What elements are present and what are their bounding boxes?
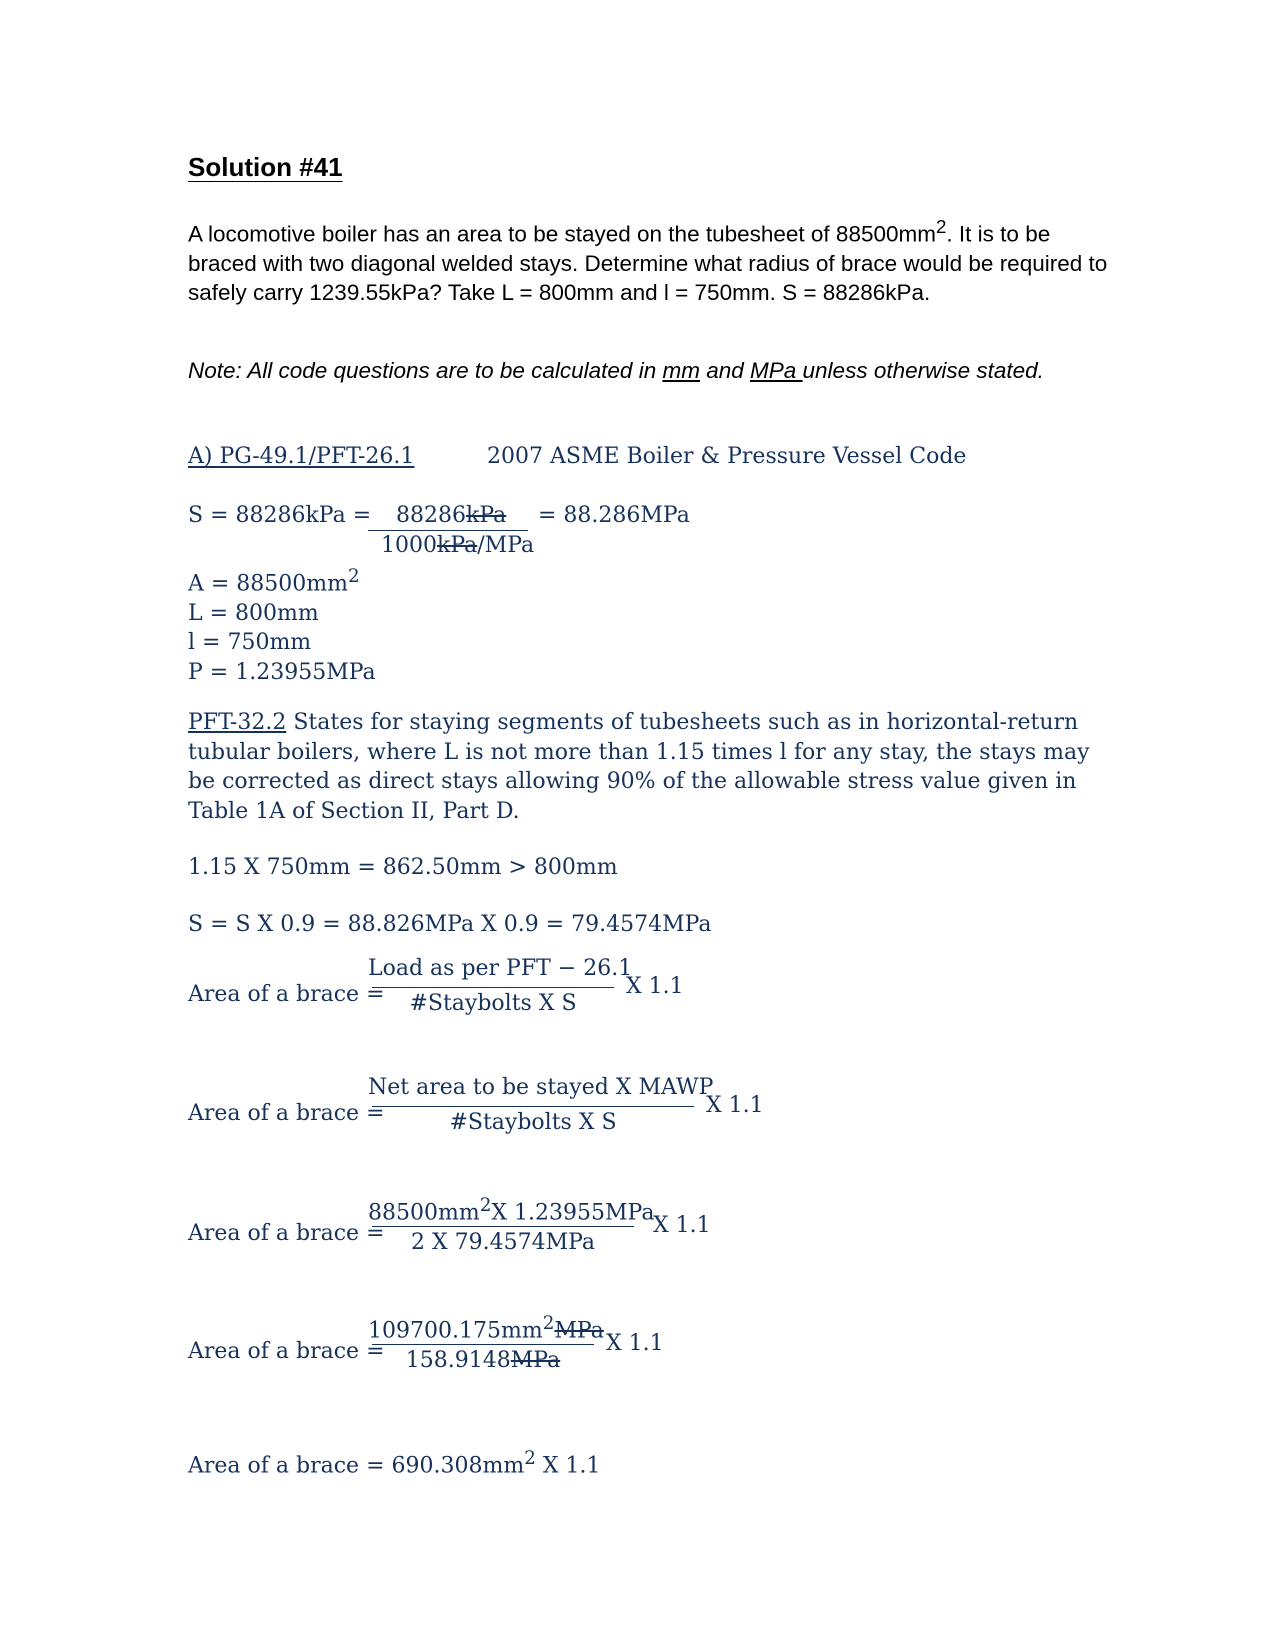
pft-paragraph [188,708,1108,826]
conversion-result: = 88.286MPa [538,503,690,528]
conversion-lhs: S = 88286kPa = [188,503,372,528]
reduced-stress: S = S X 0.9 = 88.826MPa X 0.9 = 79.4574MPa [188,912,712,937]
note-mm: mm [662,358,700,383]
equation-lhs: Area of a brace = [188,1101,385,1126]
equation-multiplier: X 1.1 [653,1213,711,1238]
equation-lhs: Area of a brace = [188,982,385,1007]
equation-multiplier: X 1.1 [706,1093,764,1118]
conversion-den-value: 1000 [381,533,437,558]
equation-numerator: $88500mm^2X$ 1.23955MPa [368,1195,655,1226]
note [188,356,1108,385]
equation-fraction-bar [372,1344,594,1345]
equation-multiplier: X 1.1 [626,974,684,999]
conversion-num-unit: kPa [466,503,507,528]
ratio-check: 1.15 X 750mm = 862.50mm > 800mm [188,855,618,880]
equation-numerator: $109700.175mm^2MPa$ [368,1313,604,1344]
equation-lhs: Area of a brace = [188,1221,385,1246]
code-book-reference: 2007 ASME Boiler & Pressure Vessel Code [487,444,967,469]
equation-numerator: Load as per PFT − 26.1 [368,956,633,981]
area-equation-4 [188,1313,808,1393]
equation-denominator: 2 X 79.4574MPa [410,1230,596,1255]
equation-denominator: #Staybolts X S [449,1110,617,1135]
equation-fraction-bar [372,1226,634,1227]
area-equation-2 [188,1075,808,1155]
conversion-fraction-bar [368,530,528,531]
note-mpa: MPa [750,358,803,383]
equation-denominator: 158.9148MPa [405,1348,561,1373]
problem-sup: 2 [935,216,947,237]
final-area: Area of a brace = $690.308mm^2$ X 1.1 [188,1448,601,1479]
equation-multiplier: X 1.1 [606,1331,664,1356]
note-prefix: Note: All code questions are to be calculated in [188,358,663,383]
equation-numerator: Net area to be stayed X MAWP [368,1075,714,1100]
conversion-denominator [381,533,534,558]
problem-statement [188,212,1108,307]
given-l: l = 750mm [188,630,312,656]
equation-fraction-bar [372,987,614,988]
area-equation-1 [188,956,788,1036]
given-pressure: P = 1.23955MPa [188,659,376,685]
problem-text-2: . It is to be braced with two diagonal welded stays. Determine what radius of brace would be required to safely carry 1239.55kPa? Take L = 800mm and l = 750mm. S = 88286kPa. [188,221,1108,305]
given-area: $A = 88500mm^2$ [188,566,360,597]
conversion-num-value: 88286 [396,503,466,528]
equation-denominator: #Staybolts X S [409,991,577,1016]
note-and: and [699,358,751,383]
code-reference-section: A) PG-49.1/PFT-26.1 [188,444,415,469]
conversion-den-unit-struck: kPa [437,533,478,558]
code-reference [188,444,414,469]
equation-fraction-bar [372,1106,694,1107]
note-suffix: unless otherwise stated. [802,358,1044,383]
problem-text-1: A locomotive boiler has an area to be stayed on the tubesheet of 88500mm [188,221,936,247]
area-equation-3 [188,1195,808,1275]
conversion-den-unit-rest: /MPa [477,533,535,558]
solution-title: Solution #41 [188,152,343,182]
given-L: L = 800mm [188,600,319,626]
pft-code: PFT-32.2 [188,710,287,735]
conversion-numerator [396,503,506,530]
given-values [188,562,376,687]
pft-text: States for staying segments of tubesheets such as in horizontal-return tubular boilers, where L is not more than 1.15 times l for any stay, the stays may be corrected as direct stays allowing 90% of the allowable stress value given in Table 1A of Section II, Part D. [188,710,1090,824]
equation-lhs: Area of a brace = [188,1339,385,1364]
